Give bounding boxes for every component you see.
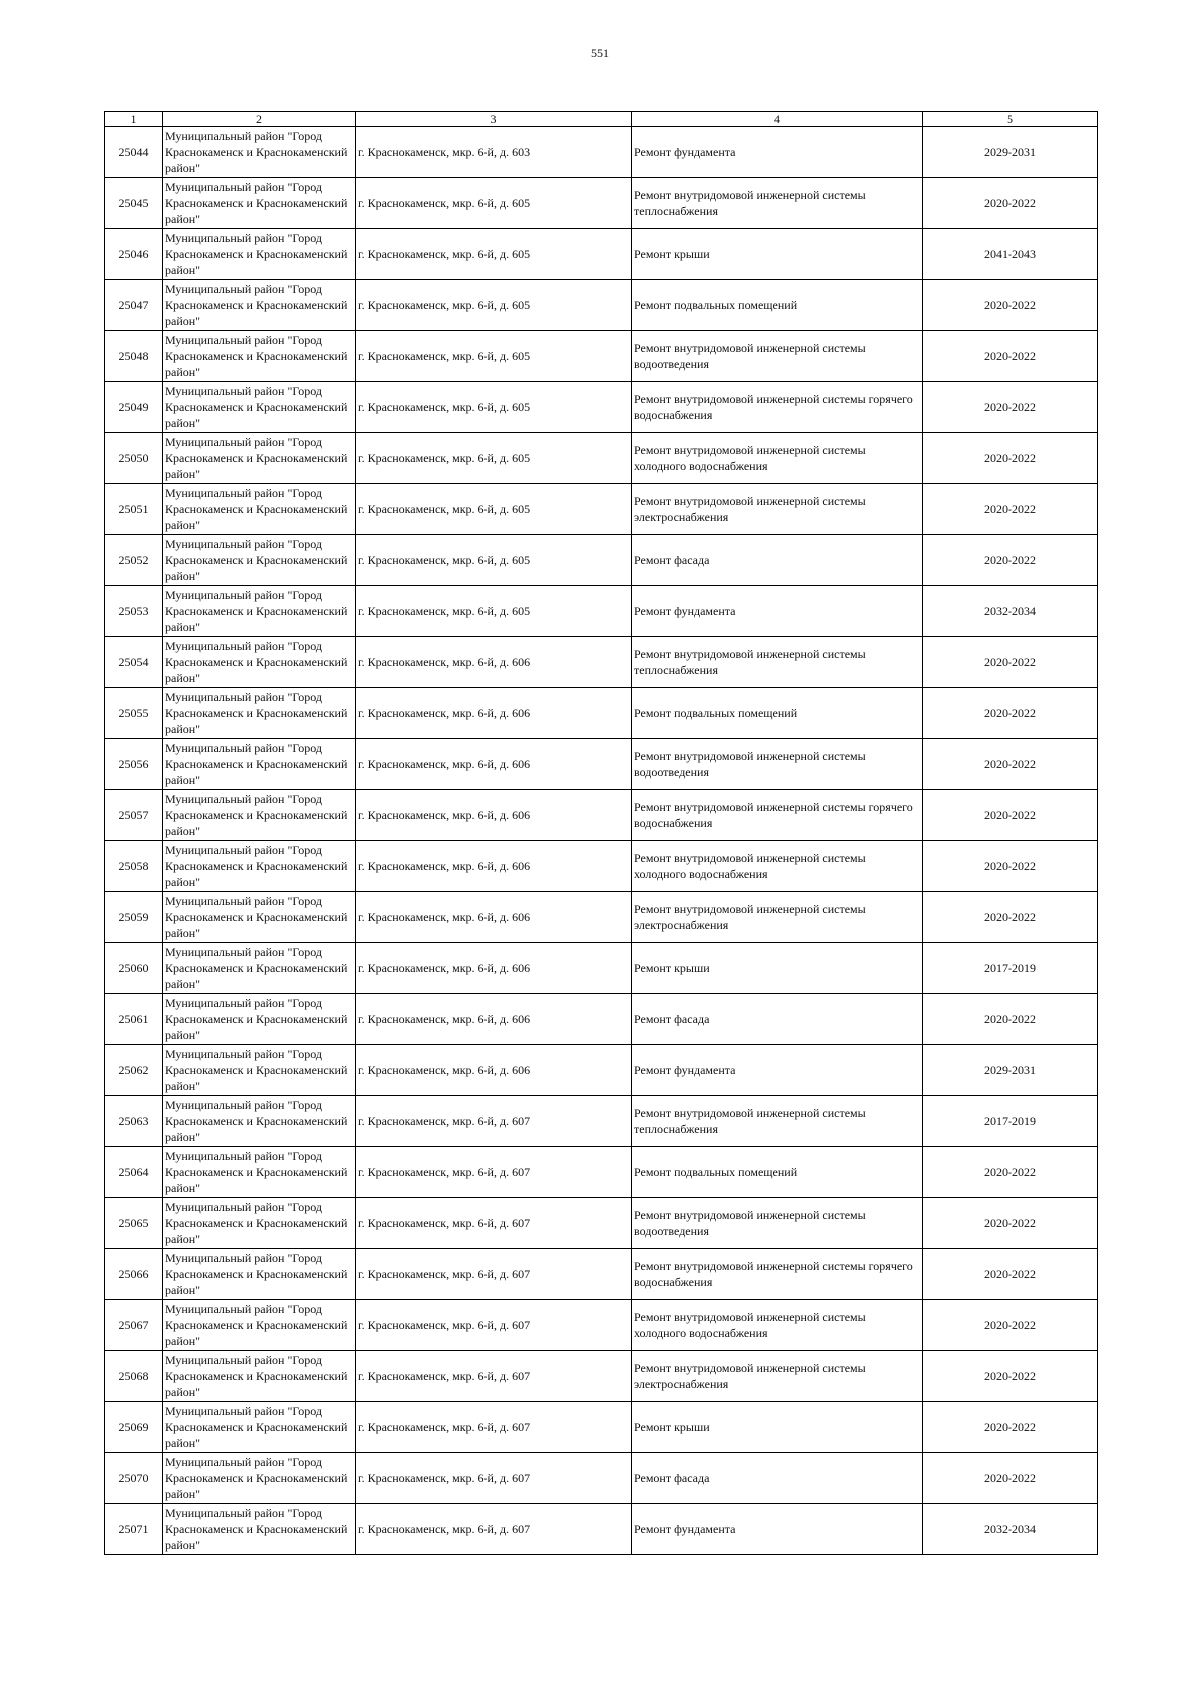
work-type-cell: Ремонт внутридомовой инженерной системы электроснабжения (632, 1351, 923, 1402)
municipality-cell: Муниципальный район "Город Краснокаменск и Краснокаменский район" (163, 331, 356, 382)
municipality-cell: Муниципальный район "Город Краснокаменск и Краснокаменский район" (163, 1249, 356, 1300)
municipality-cell: Муниципальный район "Город Краснокаменск и Краснокаменский район" (163, 535, 356, 586)
period-cell: 2020-2022 (923, 1198, 1098, 1249)
table-row (105, 1147, 1098, 1198)
table-row (105, 178, 1098, 229)
row-id-cell: 25070 (105, 1453, 163, 1504)
work-type-cell: Ремонт внутридомовой инженерной системы теплоснабжения (632, 178, 923, 229)
table-header (105, 112, 1098, 127)
period-cell: 2020-2022 (923, 535, 1098, 586)
table-row (105, 841, 1098, 892)
row-id-cell: 25066 (105, 1249, 163, 1300)
period-cell: 2029-2031 (923, 1045, 1098, 1096)
header-cell-1: 1 (105, 112, 163, 127)
row-id-cell: 25058 (105, 841, 163, 892)
address-cell: г. Краснокаменск, мкр. 6-й, д. 607 (356, 1096, 632, 1147)
work-type-cell: Ремонт внутридомовой инженерной системы водоотведения (632, 739, 923, 790)
work-type-cell: Ремонт фасада (632, 535, 923, 586)
table-row (105, 1198, 1098, 1249)
row-id-cell: 25063 (105, 1096, 163, 1147)
period-cell: 2020-2022 (923, 688, 1098, 739)
row-id-cell: 25055 (105, 688, 163, 739)
municipality-cell: Муниципальный район "Город Краснокаменск и Краснокаменский район" (163, 229, 356, 280)
work-type-cell: Ремонт внутридомовой инженерной системы горячего водоснабжения (632, 382, 923, 433)
row-id-cell: 25045 (105, 178, 163, 229)
address-cell: г. Краснокаменск, мкр. 6-й, д. 605 (356, 535, 632, 586)
address-cell: г. Краснокаменск, мкр. 6-й, д. 607 (356, 1198, 632, 1249)
work-type-cell: Ремонт крыши (632, 229, 923, 280)
period-cell: 2020-2022 (923, 892, 1098, 943)
address-cell: г. Краснокаменск, мкр. 6-й, д. 607 (356, 1453, 632, 1504)
address-cell: г. Краснокаменск, мкр. 6-й, д. 606 (356, 994, 632, 1045)
table-row (105, 127, 1098, 178)
row-id-cell: 25071 (105, 1504, 163, 1555)
period-cell: 2029-2031 (923, 127, 1098, 178)
table-row (105, 1504, 1098, 1555)
work-type-cell: Ремонт внутридомовой инженерной системы теплоснабжения (632, 1096, 923, 1147)
period-cell: 2020-2022 (923, 382, 1098, 433)
row-id-cell: 25051 (105, 484, 163, 535)
address-cell: г. Краснокаменск, мкр. 6-й, д. 603 (356, 127, 632, 178)
table-row (105, 1300, 1098, 1351)
row-id-cell: 25049 (105, 382, 163, 433)
period-cell: 2020-2022 (923, 1402, 1098, 1453)
row-id-cell: 25057 (105, 790, 163, 841)
work-type-cell: Ремонт крыши (632, 943, 923, 994)
header-cell-4: 4 (632, 112, 923, 127)
address-cell: г. Краснокаменск, мкр. 6-й, д. 606 (356, 739, 632, 790)
period-cell: 2020-2022 (923, 1453, 1098, 1504)
row-id-cell: 25054 (105, 637, 163, 688)
municipality-cell: Муниципальный район "Город Краснокаменск и Краснокаменский район" (163, 1147, 356, 1198)
row-id-cell: 25046 (105, 229, 163, 280)
work-type-cell: Ремонт внутридомовой инженерной системы холодного водоснабжения (632, 433, 923, 484)
period-cell: 2020-2022 (923, 484, 1098, 535)
table-row (105, 637, 1098, 688)
row-id-cell: 25059 (105, 892, 163, 943)
row-id-cell: 25053 (105, 586, 163, 637)
table-row (105, 892, 1098, 943)
work-type-cell: Ремонт внутридомовой инженерной системы электроснабжения (632, 484, 923, 535)
header-row (105, 112, 1098, 127)
row-id-cell: 25048 (105, 331, 163, 382)
table-row (105, 1402, 1098, 1453)
work-type-cell: Ремонт фундамента (632, 586, 923, 637)
address-cell: г. Краснокаменск, мкр. 6-й, д. 605 (356, 484, 632, 535)
period-cell: 2020-2022 (923, 280, 1098, 331)
row-id-cell: 25061 (105, 994, 163, 1045)
municipality-cell: Муниципальный район "Город Краснокаменск и Краснокаменский район" (163, 127, 356, 178)
municipality-cell: Муниципальный район "Город Краснокаменск и Краснокаменский район" (163, 1198, 356, 1249)
table-body (105, 127, 1098, 1555)
period-cell: 2032-2034 (923, 586, 1098, 637)
period-cell: 2020-2022 (923, 841, 1098, 892)
municipality-cell: Муниципальный район "Город Краснокаменск и Краснокаменский район" (163, 790, 356, 841)
address-cell: г. Краснокаменск, мкр. 6-й, д. 605 (356, 229, 632, 280)
table-row (105, 1351, 1098, 1402)
table-row (105, 433, 1098, 484)
table-row (105, 739, 1098, 790)
period-cell: 2020-2022 (923, 739, 1098, 790)
municipality-cell: Муниципальный район "Город Краснокаменск и Краснокаменский район" (163, 484, 356, 535)
municipality-cell: Муниципальный район "Город Краснокаменск и Краснокаменский район" (163, 688, 356, 739)
municipality-cell: Муниципальный район "Город Краснокаменск и Краснокаменский район" (163, 1045, 356, 1096)
work-type-cell: Ремонт внутридомовой инженерной системы водоотведения (632, 331, 923, 382)
row-id-cell: 25056 (105, 739, 163, 790)
work-type-cell: Ремонт крыши (632, 1402, 923, 1453)
municipality-cell: Муниципальный район "Город Краснокаменск и Краснокаменский район" (163, 280, 356, 331)
table-row (105, 1249, 1098, 1300)
address-cell: г. Краснокаменск, мкр. 6-й, д. 605 (356, 331, 632, 382)
address-cell: г. Краснокаменск, мкр. 6-й, д. 605 (356, 433, 632, 484)
period-cell: 2020-2022 (923, 1147, 1098, 1198)
period-cell: 2020-2022 (923, 331, 1098, 382)
table-row (105, 943, 1098, 994)
period-cell: 2020-2022 (923, 178, 1098, 229)
address-cell: г. Краснокаменск, мкр. 6-й, д. 606 (356, 841, 632, 892)
table-row (105, 1453, 1098, 1504)
work-type-cell: Ремонт внутридомовой инженерной системы горячего водоснабжения (632, 790, 923, 841)
work-type-cell: Ремонт фасада (632, 994, 923, 1045)
table-row (105, 1096, 1098, 1147)
row-id-cell: 25069 (105, 1402, 163, 1453)
work-type-cell: Ремонт внутридомовой инженерной системы холодного водоснабжения (632, 841, 923, 892)
work-type-cell: Ремонт внутридомовой инженерной системы горячего водоснабжения (632, 1249, 923, 1300)
address-cell: г. Краснокаменск, мкр. 6-й, д. 606 (356, 892, 632, 943)
address-cell: г. Краснокаменск, мкр. 6-й, д. 607 (356, 1504, 632, 1555)
address-cell: г. Краснокаменск, мкр. 6-й, д. 607 (356, 1249, 632, 1300)
municipality-cell: Муниципальный район "Город Краснокаменск и Краснокаменский район" (163, 178, 356, 229)
address-cell: г. Краснокаменск, мкр. 6-й, д. 607 (356, 1147, 632, 1198)
table-row (105, 229, 1098, 280)
municipality-cell: Муниципальный район "Город Краснокаменск и Краснокаменский район" (163, 943, 356, 994)
municipality-cell: Муниципальный район "Город Краснокаменск и Краснокаменский район" (163, 382, 356, 433)
table-row (105, 280, 1098, 331)
row-id-cell: 25067 (105, 1300, 163, 1351)
municipality-cell: Муниципальный район "Город Краснокаменск и Краснокаменский район" (163, 994, 356, 1045)
address-cell: г. Краснокаменск, мкр. 6-й, д. 605 (356, 178, 632, 229)
header-cell-2: 2 (163, 112, 356, 127)
address-cell: г. Краснокаменск, мкр. 6-й, д. 606 (356, 790, 632, 841)
work-type-cell: Ремонт внутридомовой инженерной системы холодного водоснабжения (632, 1300, 923, 1351)
period-cell: 2020-2022 (923, 433, 1098, 484)
row-id-cell: 25062 (105, 1045, 163, 1096)
address-cell: г. Краснокаменск, мкр. 6-й, д. 607 (356, 1402, 632, 1453)
municipality-cell: Муниципальный район "Город Краснокаменск и Краснокаменский район" (163, 1402, 356, 1453)
municipality-cell: Муниципальный район "Город Краснокаменск и Краснокаменский район" (163, 637, 356, 688)
municipality-cell: Муниципальный район "Город Краснокаменск и Краснокаменский район" (163, 841, 356, 892)
row-id-cell: 25065 (105, 1198, 163, 1249)
work-type-cell: Ремонт подвальных помещений (632, 1147, 923, 1198)
address-cell: г. Краснокаменск, мкр. 6-й, д. 605 (356, 586, 632, 637)
header-cell-3: 3 (356, 112, 632, 127)
period-cell: 2020-2022 (923, 994, 1098, 1045)
work-type-cell: Ремонт внутридомовой инженерной системы теплоснабжения (632, 637, 923, 688)
table-row (105, 484, 1098, 535)
municipality-cell: Муниципальный район "Город Краснокаменск и Краснокаменский район" (163, 1453, 356, 1504)
period-cell: 2020-2022 (923, 637, 1098, 688)
period-cell: 2041-2043 (923, 229, 1098, 280)
table-row (105, 1045, 1098, 1096)
address-cell: г. Краснокаменск, мкр. 6-й, д. 606 (356, 943, 632, 994)
row-id-cell: 25068 (105, 1351, 163, 1402)
period-cell: 2020-2022 (923, 1300, 1098, 1351)
work-type-cell: Ремонт фундамента (632, 1045, 923, 1096)
work-type-cell: Ремонт подвальных помещений (632, 280, 923, 331)
work-type-cell: Ремонт внутридомовой инженерной системы водоотведения (632, 1198, 923, 1249)
period-cell: 2017-2019 (923, 1096, 1098, 1147)
row-id-cell: 25064 (105, 1147, 163, 1198)
row-id-cell: 25044 (105, 127, 163, 178)
municipality-cell: Муниципальный район "Город Краснокаменск и Краснокаменский район" (163, 1096, 356, 1147)
address-cell: г. Краснокаменск, мкр. 6-й, д. 605 (356, 382, 632, 433)
period-cell: 2020-2022 (923, 1249, 1098, 1300)
repair-schedule-table (104, 111, 1098, 1555)
period-cell: 2017-2019 (923, 943, 1098, 994)
municipality-cell: Муниципальный район "Город Краснокаменск и Краснокаменский район" (163, 1504, 356, 1555)
municipality-cell: Муниципальный район "Город Краснокаменск и Краснокаменский район" (163, 739, 356, 790)
period-cell: 2020-2022 (923, 1351, 1098, 1402)
address-cell: г. Краснокаменск, мкр. 6-й, д. 607 (356, 1300, 632, 1351)
municipality-cell: Муниципальный район "Город Краснокаменск и Краснокаменский район" (163, 1300, 356, 1351)
table-row (105, 688, 1098, 739)
municipality-cell: Муниципальный район "Город Краснокаменск и Краснокаменский район" (163, 433, 356, 484)
address-cell: г. Краснокаменск, мкр. 6-й, д. 606 (356, 1045, 632, 1096)
work-type-cell: Ремонт подвальных помещений (632, 688, 923, 739)
table-row (105, 382, 1098, 433)
row-id-cell: 25050 (105, 433, 163, 484)
work-type-cell: Ремонт внутридомовой инженерной системы электроснабжения (632, 892, 923, 943)
table-row (105, 586, 1098, 637)
page-number: 551 (591, 46, 609, 60)
work-type-cell: Ремонт фундамента (632, 127, 923, 178)
row-id-cell: 25052 (105, 535, 163, 586)
row-id-cell: 25060 (105, 943, 163, 994)
municipality-cell: Муниципальный район "Город Краснокаменск и Краснокаменский район" (163, 892, 356, 943)
table-row (105, 331, 1098, 382)
table-row (105, 994, 1098, 1045)
work-type-cell: Ремонт фасада (632, 1453, 923, 1504)
address-cell: г. Краснокаменск, мкр. 6-й, д. 606 (356, 688, 632, 739)
address-cell: г. Краснокаменск, мкр. 6-й, д. 606 (356, 637, 632, 688)
row-id-cell: 25047 (105, 280, 163, 331)
period-cell: 2032-2034 (923, 1504, 1098, 1555)
header-cell-5: 5 (923, 112, 1098, 127)
municipality-cell: Муниципальный район "Город Краснокаменск и Краснокаменский район" (163, 1351, 356, 1402)
address-cell: г. Краснокаменск, мкр. 6-й, д. 605 (356, 280, 632, 331)
address-cell: г. Краснокаменск, мкр. 6-й, д. 607 (356, 1351, 632, 1402)
municipality-cell: Муниципальный район "Город Краснокаменск и Краснокаменский район" (163, 586, 356, 637)
table-row (105, 535, 1098, 586)
work-type-cell: Ремонт фундамента (632, 1504, 923, 1555)
table-row (105, 790, 1098, 841)
period-cell: 2020-2022 (923, 790, 1098, 841)
